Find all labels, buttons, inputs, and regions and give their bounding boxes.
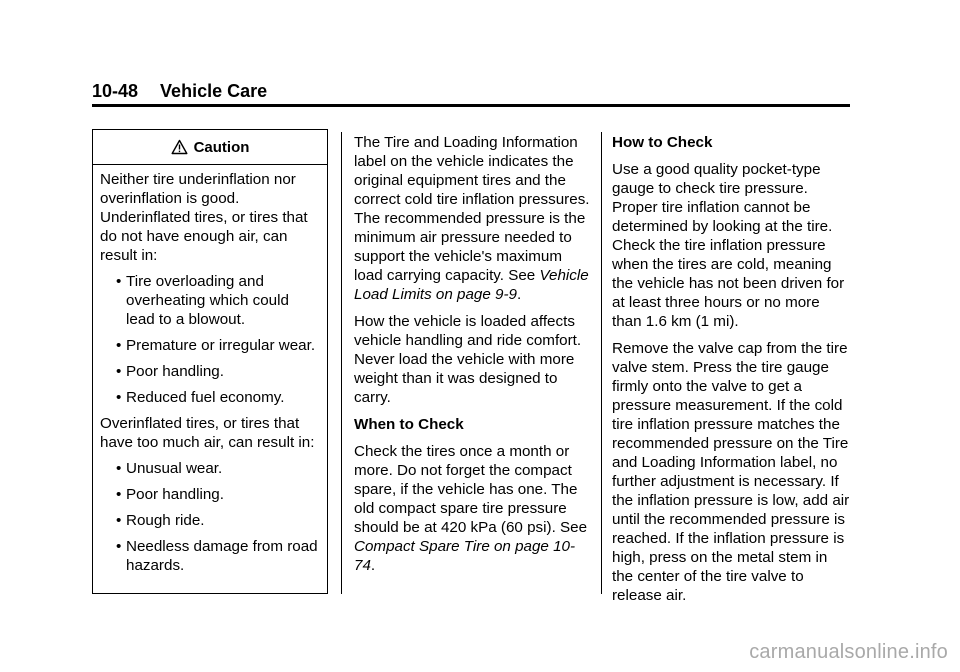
list-item: • Unusual wear.	[116, 460, 223, 477]
column-divider	[341, 132, 342, 594]
how-to-check-heading: How to Check	[612, 134, 713, 151]
loading-paragraph: How the vehicle is loaded affects vehicle handling and ride comfort. Never load the vehicle with more weight than it was designed to carry.	[354, 313, 582, 406]
warning-triangle-icon	[171, 139, 188, 155]
when-to-check-heading: When to Check	[354, 416, 464, 433]
caution-intro: Neither tire underinflation nor overinflation is good. Underinflated tires, or tires that do not have enough air, can result in:	[100, 171, 308, 264]
when-to-check-paragraph: Check the tires once a month or more. Do not forget the compact spare, if the vehicle has one. The old compact spare tire pressure should be at 420 kPa (60 psi). See Compact Spare Tire on page 10-74.	[354, 443, 588, 574]
caution-title: Caution	[193, 138, 250, 156]
cross-reference-link[interactable]: Vehicle Load Limits on page 9-9	[354, 267, 589, 303]
section-title: Vehicle Care	[160, 81, 268, 101]
caution-body	[93, 165, 327, 575]
header-rule	[92, 104, 850, 107]
list-item: • Reduced fuel economy.	[116, 389, 285, 406]
column-divider	[601, 132, 602, 594]
page-header	[92, 80, 267, 102]
list-item: • Premature or irregular wear.	[116, 337, 316, 354]
how-to-check-paragraph-2: Remove the valve cap from the tire valve stem. Press the tire gauge firmly onto the valve to get a pressure measurement. If the cold tire inflation pressure matches the recommended pressure on the Tire and Loading Information label, no further adjustment is necessary. If the inflation pressure is low, add air until the recommended pressure is reached. If the inflation pressure is high, press on the metal stem in the center of the tire valve to release air.	[612, 340, 850, 604]
column-2	[354, 133, 590, 583]
list-item: • Tire overloading and overheating which could lead to a blowout.	[116, 273, 289, 328]
underinflation-list	[100, 272, 321, 407]
list-item: • Poor handling.	[116, 363, 224, 380]
caution-box	[92, 129, 328, 594]
caution-header	[93, 130, 327, 165]
tire-label-paragraph: The Tire and Loading Information label on the vehicle indicates the original equipment tires and the correct cold tire inflation pressures. The recommended pressure is the minimum air pressure needed to support the vehicle's maximum load carrying capacity. See Vehicle Load Limits on page 9-9.	[354, 134, 590, 303]
overinflation-list	[100, 459, 321, 575]
column-3	[612, 133, 852, 613]
page-number: 10-48	[92, 81, 139, 101]
overinflation-intro: Overinflated tires, or tires that have too much air, can result in:	[100, 415, 315, 451]
watermark: carmanualsonline.info	[749, 641, 948, 663]
list-item: • Poor handling.	[116, 486, 224, 503]
cross-reference-link[interactable]: Compact Spare Tire on page 10-74	[354, 538, 576, 574]
list-item: • Rough ride.	[116, 512, 205, 529]
list-item: • Needless damage from road hazards.	[116, 538, 318, 574]
how-to-check-paragraph-1: Use a good quality pocket-type gauge to check tire pressure. Proper tire inflation cannot be determined by looking at the tire. Check the tire inflation pressure when the tires are cold, meaning the vehicle has not been driven for at least three hours or no more than 1.6 km (1 mi).	[612, 161, 845, 330]
